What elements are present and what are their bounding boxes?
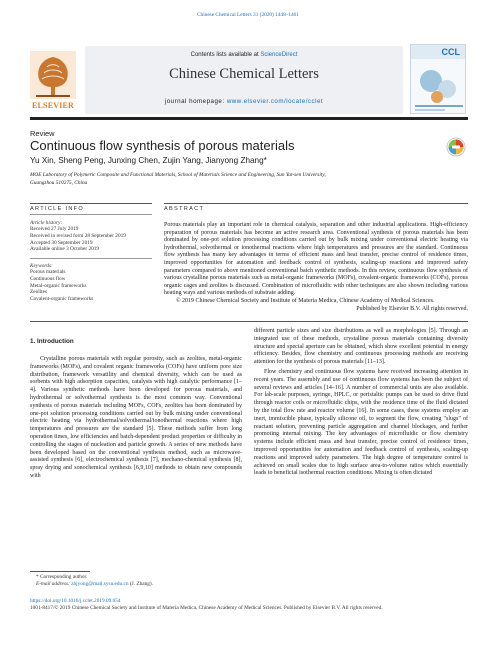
article-type: Review bbox=[30, 129, 55, 138]
history-label: Article history: bbox=[30, 220, 63, 226]
history-line: Received in revised form 28 September 2019 bbox=[30, 232, 126, 239]
keywords-block bbox=[30, 263, 154, 303]
journal-reference[interactable]: Chinese Chemical Letters 31 (2020) 1448–1461 bbox=[197, 12, 299, 18]
affiliation-line-1: MOE Laboratory of Polymeric Composite and Functional Materials, School of Materials Science and Engineering, Sun Yat-sen University, bbox=[30, 172, 326, 178]
history-line: Available online 3 October 2019 bbox=[30, 246, 100, 253]
abstract-body bbox=[164, 222, 468, 313]
article-history bbox=[30, 220, 154, 253]
keywords-label: Keywords: bbox=[30, 263, 53, 269]
abstract-text: Porous materials play an important role in chemical catalysis, separation and other industrial applications. High-efficiency preparation of porous materials has become an active research area. Conventional synthesis of porous materials has been dominated by one-pot solution processing conditions carried out by bulk mixing under conventional electric heating via hydrothermal, solvothermal or ionothermal reactions where high temperatures and pressures are the standard. Continuous flow synthesis has many key advantages in terms of efficient mass and heat transfer, precise control of residence times, improved opportunities for automation and feedback control of synthesis, scaling-up reactions and improved safety parameters compared to above mentioned conventional batch synthetic methods. In this review, continuous flow synthesis of various crystalline porous materials such as metal-organic frameworks (MOFs), covalent-organic frameworks (COFs), porous organic cages and zeolites is discussed. Combination of microfluidic with other techniques are also shown including various heating ways and various methods of substrate adding. bbox=[164, 222, 468, 297]
email-label: E-mail address: bbox=[36, 581, 72, 587]
email-line bbox=[30, 581, 250, 588]
intro-paragraph: Flow chemistry and continuous flow systems have received increasing attention in recent years. The assembly and use of continuous flow systems has been the subject of several reviews and articles [14–16]. A number of commercial units are also available. For lab-scale purposes, syringe, HPLC, or peristaltic pumps can be used to drive fluid through reactor coils or microfluidic chips, with the residence time of the fluid dictated by the total flow rate and reactor volume [16]. In some cases, these systems employ an inert, immiscible phase, typically silicone oil, to segment the flow, creating "slugs" of reactant solution, preventing particle aggregation and channel blockages, and further promoting internal mixing. The key advantages of microfluidic or flow chemistry systems include efficient mass and heat transfer, precise control of residence times, improved opportunities for automation and feedback control of synthesis, scaling-up reactions and improved safety parameters. The high degree of temperature control is achieved on small scales due to high surface area-to-volume ratios which essentially leads to beneficial isothermal reaction conditions. Mixing is often dictated bbox=[254, 368, 468, 477]
article-info-heading: ARTICLE INFO bbox=[30, 206, 85, 212]
homepage-prefix: journal homepage: bbox=[164, 98, 227, 105]
homepage-link[interactable]: www.elsevier.com/locate/cclet bbox=[226, 98, 324, 105]
issn-line: 1001-8417/© 2019 Chinese Chemical Society and Institute of Materia Medica, Chinese Academy of Medical Sciences. Published by Elsevier B.V. All rights reserved. bbox=[30, 605, 383, 611]
author-list: Yu Xin, Sheng Peng, Junxing Chen, Zujin Yang, Jianyong Zhang* bbox=[30, 156, 267, 165]
elsevier-wordmark: ELSEVIER bbox=[31, 101, 75, 110]
keywords-rule bbox=[30, 258, 152, 259]
footnote bbox=[30, 574, 250, 588]
section-heading: 1. Introduction bbox=[30, 338, 74, 345]
affiliation-line-2: Guangzhou 510275, China bbox=[30, 179, 88, 186]
contents-line bbox=[85, 52, 403, 58]
contents-prefix: Contents lists available at bbox=[190, 52, 261, 58]
paper-title: Continuous flow synthesis of porous materials bbox=[30, 138, 295, 153]
journal-title: Chinese Chemical Letters bbox=[169, 66, 319, 82]
abstract-heading: ABSTRACT bbox=[164, 206, 205, 212]
abstract-end-rule bbox=[30, 321, 468, 322]
abstract-publisher: Published by Elsevier B.V. All rights reserved. bbox=[356, 305, 468, 312]
history-line: Received 27 July 2019 bbox=[30, 226, 79, 232]
journal-homepage bbox=[85, 98, 403, 105]
masthead-divider bbox=[30, 117, 468, 120]
article-info-rule bbox=[30, 203, 152, 204]
elsevier-tree-logo bbox=[30, 51, 76, 99]
cover-ccl-label: CCL bbox=[441, 47, 460, 57]
sciencedirect-link[interactable]: ScienceDirect bbox=[260, 52, 298, 58]
article-info-subrule bbox=[30, 214, 152, 215]
history-line: Accepted 30 September 2019 bbox=[30, 239, 93, 246]
keyword-item: Continuous flow bbox=[30, 275, 66, 282]
abstract-copyright: © 2019 Chinese Chemical Society and Institute of Materia Medica, Chinese Academy of Medical Sciences. bbox=[176, 297, 435, 304]
intro-right-column bbox=[254, 328, 468, 478]
keyword-item: Porous materials bbox=[30, 269, 66, 275]
intro-paragraph: Crystalline porous materials with regular porosity, such as zeolites, metal-organic frameworks (MOFs), and covalent organic frameworks (COFs) have uniform pore size distribution, framework versatility and chemical diversity, which can be used as sorbents with high adsorption capacities, catalysts with high catalytic performance [1–4]. Various synthetic methods have been developed for porous materials, and hydrothermal or solvothermal synthesis is the most common way. Conventional synthesis of porous materials including MOFs, COFs, zeolites has been dominated by one-pot solution processing conditions carried out by bulk mixing under conventional electric heating via hydrothermal/solvothermal/ionothermal reactions where high temperatures and pressures are the standard [5]. These methods suffer from long operation times, low efficiencies and batch-dependent product properties or difficulty in controlling the stages of nucleation and particle growth. A series of new methods have been developed based on the conventional synthesis method, such as microwave-assisted synthesis [6], electrochemical synthesis [7], mechano-chemical synthesis [8], spray drying and sonochemical synthesis [6,9,10] methods to obtain new compounds with bbox=[30, 356, 242, 479]
footnote-rule bbox=[30, 571, 90, 572]
keyword-item: Zeolites bbox=[30, 289, 48, 296]
crossmark-icon[interactable] bbox=[446, 137, 466, 157]
abstract-rule bbox=[164, 203, 468, 204]
email-suffix: (J. Zhang). bbox=[128, 581, 153, 587]
doi-link[interactable]: https://doi.org/10.1016/j.cclet.2019.09.054 bbox=[30, 598, 121, 604]
keyword-item: Metal-organic frameworks bbox=[30, 282, 87, 289]
intro-paragraph: different particle sizes and size distributions as well as morphologies [5]. Through an integrated use of these methods, crystalline porous materials containing diversity structure and special aperture can be obtained, which show excellent potential in energy efficiency. Besides, flow chemistry and continuous processing methods are receiving attention for the synthesis of porous materials [11–13]. bbox=[254, 328, 468, 366]
corresponding-author: * Corresponding author. bbox=[36, 574, 88, 580]
intro-left-column bbox=[30, 356, 242, 481]
email-link[interactable]: zhjyong@mail.sysu.edu.cn bbox=[71, 581, 129, 587]
page-footer bbox=[30, 598, 470, 612]
keyword-item: Covalent-organic frameworks bbox=[30, 296, 94, 303]
affiliation bbox=[30, 172, 470, 187]
